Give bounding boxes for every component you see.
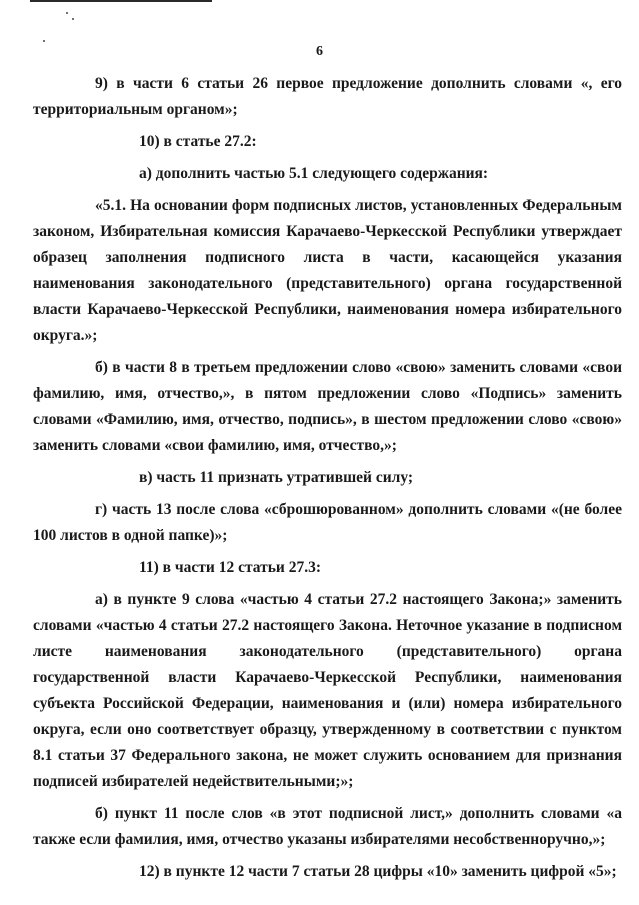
paragraph-item-11: 11) в части 12 статьи 27.3: (139, 559, 322, 576)
scan-speck (66, 12, 68, 14)
paragraph-subitem-a-2: а) в пункте 9 слова «частью 4 статьи 27.2 настоящего Закона;» заменить словами «частью 4 статьи 27.2 настоящего Закона. Неточное указание в подписном листе наименования законодательного (представительного) органа государственной власти Карачаево-Черкесской Республики, наименования субъекта Российской Федерации, наименования и (или) номера избирательного округа, если оно соответствует образцу, утвержденному в соответствии с пунктом 8.1 статьи 37 Федерального закона, не может служить основанием для признания подписей избирателей недействительными;»; (33, 591, 622, 790)
paragraph-item-9: 9) в части 6 статьи 26 первое предложение дополнить словами «, его территориальным органом»; (33, 75, 622, 118)
page-number: 6 (316, 44, 323, 59)
paragraph-quote-5-1: «5.1. На основании форм подписных листов, установленных Федеральным законом, Избирательная комиссия Карачаево-Черкесской Республики утверждает образец заполнения подписного листа в части, касающейся указания наименования законодательного (представительного) органа государственной власти Карачаево-Черкесской Республики, наименования номера избирательного округа.»; (33, 197, 622, 344)
paragraph-item-12: 12) в пункте 12 части 7 статьи 28 цифры «10» заменить цифрой «5»; (139, 863, 617, 880)
document-body (33, 71, 622, 891)
paragraph-subitem-b: б) в части 8 в третьем предложении слово «свою» заменить словами «свои фамилию, имя, отчество,», в пятом предложении слово «Подпись» заменить словами «Фамилию, имя, отчество, подпись», в шестом предложении слово «свою» заменить словами «свои фамилию, имя, отчество,»; (33, 359, 622, 454)
paragraph-subitem-v: в) часть 11 признать утратившей силу; (139, 469, 414, 486)
scan-speck (72, 18, 74, 20)
paragraph-item-10: 10) в статье 27.2: (139, 133, 257, 150)
paragraph-subitem-a: а) дополнить частью 5.1 следующего содержания: (139, 165, 489, 182)
paragraph-subitem-g: г) часть 13 после слова «сброшюрованном» дополнить словами «(не более 100 листов в одной папке)»; (33, 501, 622, 544)
scan-speck (43, 40, 45, 42)
paragraph-subitem-b-2: б) пункт 11 после слов «в этот подписной лист,» дополнить словами «а также если фамилия, имя, отчество указаны избирателями несобственноручно,»; (33, 805, 622, 848)
scan-edge-line (30, 0, 212, 2)
